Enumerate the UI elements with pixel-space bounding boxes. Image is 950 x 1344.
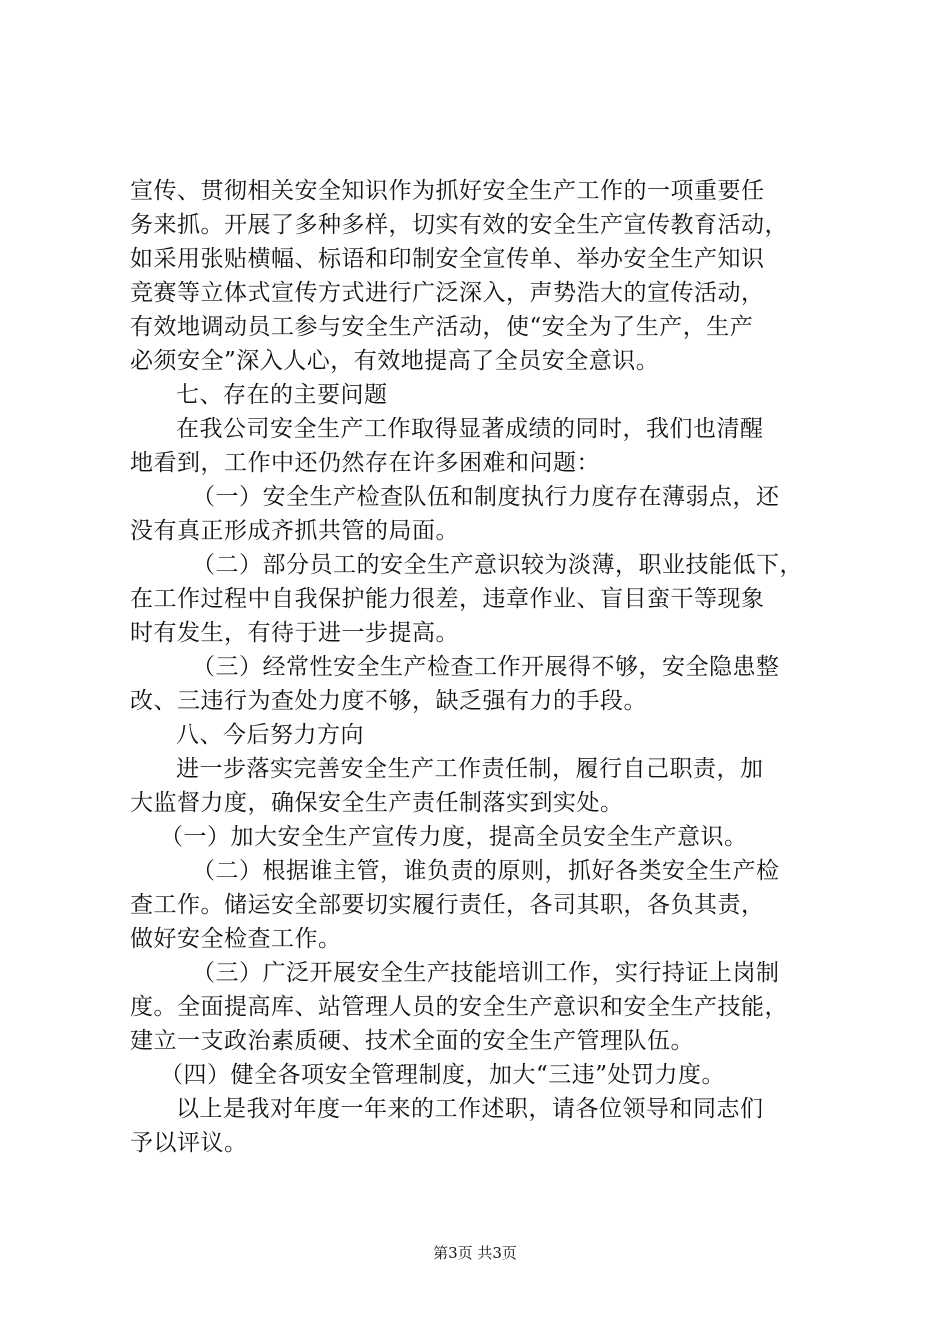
text-line: 务来抓。开展了多种多样，切实有效的安全生产宣传教育活动， — [130, 212, 788, 238]
text-line: 必须安全”深入人心，有效地提高了全员安全意识。 — [130, 348, 660, 374]
section-heading: 八、今后努力方向 — [176, 722, 364, 748]
text-line: 以上是我对年度一年来的工作述职，请各位领导和同志们 — [176, 1096, 764, 1122]
text-line: 在工作过程中自我保护能力很差，违章作业、盲目蛮干等现象 — [130, 586, 765, 612]
text-line: 度。全面提高库、站管理人员的安全生产意识和安全生产技能， — [130, 994, 788, 1020]
text-line: 地看到，工作中还仍然存在许多困难和问题： — [130, 450, 600, 476]
list-item: （三）广泛开展安全生产技能培训工作，实行持证上岗制 — [192, 960, 780, 986]
list-item: （三）经常性安全生产检查工作开展得不够，安全隐患整 — [192, 654, 780, 680]
text-line: 竞赛等立体式宣传方式进行广泛深入，声势浩大的宣传活动， — [130, 280, 765, 306]
document-body — [130, 174, 830, 1160]
text-line: 查工作。储运安全部要切实履行责任，各司其职，各负其责， — [130, 892, 765, 918]
text-line: 改、三违行为查处力度不够，缺乏强有力的手段。 — [130, 688, 647, 714]
text-line: 宣传、贯彻相关安全知识作为抓好安全生产工作的一项重要任 — [130, 178, 765, 204]
page-number-footer: 第3页 共3页 — [433, 1244, 517, 1262]
text-line: 大监督力度，确保安全生产责任制落实到实处。 — [130, 790, 624, 816]
text-line: 没有真正形成齐抓共管的局面。 — [130, 518, 459, 544]
section-heading: 七、存在的主要问题 — [176, 382, 388, 408]
list-item: （四）健全各项安全管理制度，加大“三违”处罚力度。 — [160, 1062, 726, 1088]
text-line: 有效地调动员工参与安全生产活动，使“安全为了生产，生产 — [130, 314, 754, 340]
list-item: （二）根据谁主管，谁负责的原则，抓好各类安全生产检 — [192, 858, 780, 884]
text-line: 如采用张贴横幅、标语和印制安全宣传单、举办安全生产知识 — [130, 246, 765, 272]
text-line: 在我公司安全生产工作取得显著成绩的同时，我们也清醒 — [176, 416, 764, 442]
text-line: 时有发生，有待于进一步提高。 — [130, 620, 459, 646]
list-item: （二）部分员工的安全生产意识较为淡薄，职业技能低下， — [192, 552, 803, 578]
text-line: 进一步落实完善安全生产工作责任制，履行自己职责，加 — [176, 756, 764, 782]
list-item: （一）安全生产检查队伍和制度执行力度存在薄弱点，还 — [192, 484, 780, 510]
text-line: 做好安全检查工作。 — [130, 926, 342, 952]
text-line: 予以评议。 — [130, 1130, 248, 1156]
list-item: （一）加大安全生产宣传力度，提高全员安全生产意识。 — [160, 824, 748, 850]
text-line: 建立一支政治素质硬、技术全面的安全生产管理队伍。 — [130, 1028, 694, 1054]
